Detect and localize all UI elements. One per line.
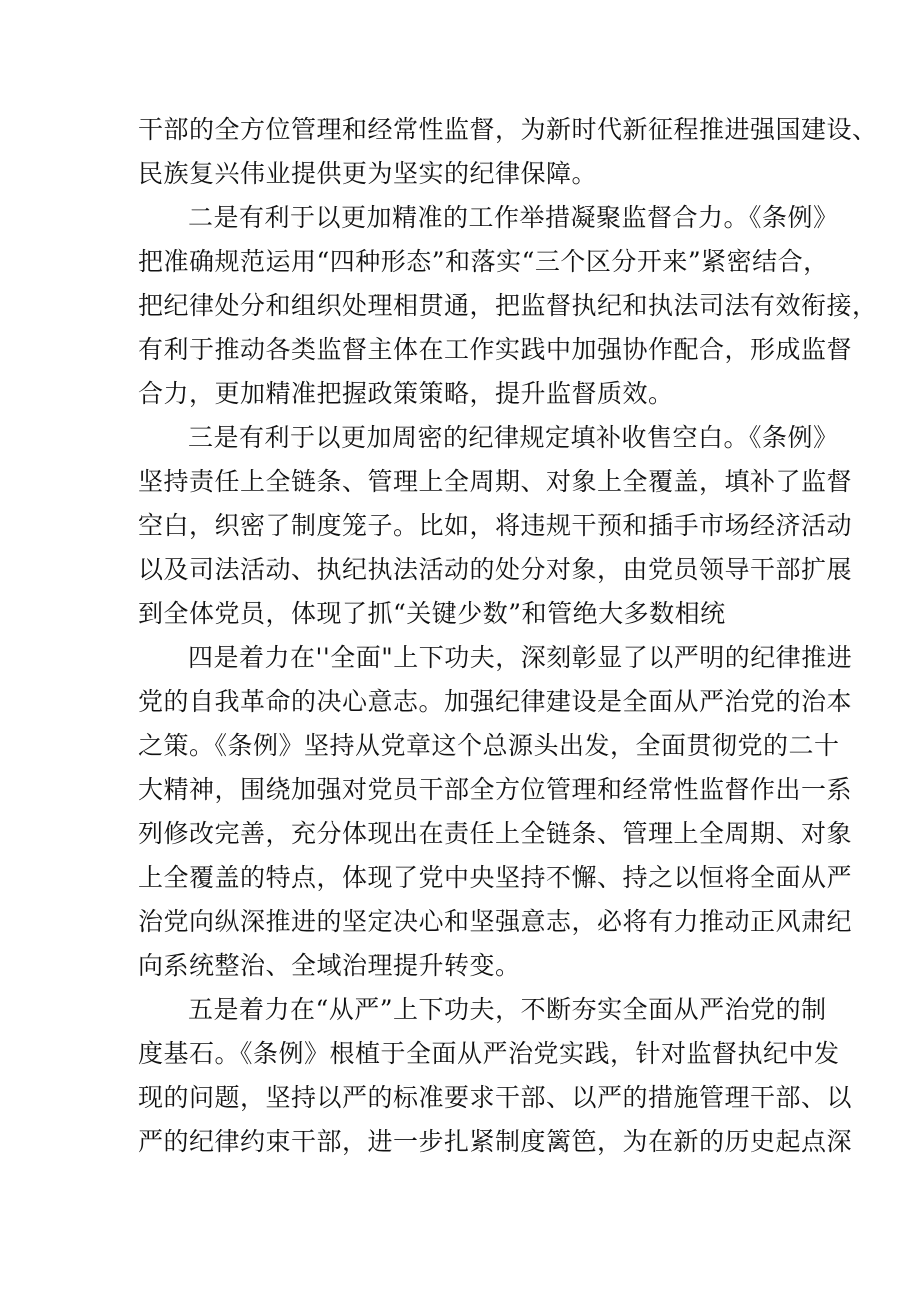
paragraph-line: 严的纪律约束干部，进一步扎紧制度篱笆，为在新的历史起点深 bbox=[138, 1127, 853, 1156]
paragraph-line: 把准确规范运用“四种形态”和落实“三个区分开来”紧密结合， bbox=[138, 247, 829, 276]
paragraph-line: 大精神，围绕加强对党员干部全方位管理和经常性监督作出一系 bbox=[138, 775, 853, 804]
paragraph-line: 之策。《条例》坚持从党章这个总源头出发，全面贯彻党的二十 bbox=[138, 731, 840, 760]
paragraph-line: 四是着力在''全面"上下功夫，深刻彰显了以严明的纪律推进 bbox=[188, 643, 853, 672]
paragraph-line: 列修改完善，充分体现出在责任上全链条、管理上全周期、对象 bbox=[138, 819, 853, 848]
paragraph-line: 有利于推动各类监督主体在工作实践中加强协作配合，形成监督 bbox=[138, 335, 853, 364]
paragraph-line: 合力，更加精准把握政策策略，提升监督质效。 bbox=[138, 379, 674, 408]
paragraph-line: 空白，织密了制度笼子。比如，将违规干预和插手市场经济活动 bbox=[138, 511, 853, 540]
paragraph-line: 干部的全方位管理和经常性监督，为新时代新征程推进强国建设、 bbox=[138, 115, 878, 144]
paragraph-line: 到全体党员，体现了抓“关键少数”和管绝大多数相统 bbox=[138, 599, 726, 628]
paragraph-line: 治党向纵深推进的坚定决心和坚强意志，必将有力推动正风肃纪 bbox=[138, 907, 853, 936]
paragraph-line: 度基石。《条例》根植于全面从严治党实践，针对监督执纪中发 bbox=[138, 1039, 840, 1068]
paragraph-line: 党的自我革命的决心意志。加强纪律建设是全面从严治党的治本 bbox=[138, 687, 853, 716]
paragraph-line: 坚持责任上全链条、管理上全周期、对象上全覆盖，填补了监督 bbox=[138, 467, 853, 496]
paragraph-line: 民族复兴伟业提供更为坚实的纪律保障。 bbox=[138, 159, 598, 188]
paragraph-line: 上全覆盖的特点，体现了党中央坚持不懈、持之以恒将全面从严 bbox=[138, 863, 853, 892]
paragraph-line: 把纪律处分和组织处理相贯通，把监督执纪和执法司法有效衔接， bbox=[138, 291, 878, 320]
paragraph-line: 三是有利于以更加周密的纪律规定填补收售空白。《条例》 bbox=[188, 423, 839, 452]
paragraph-line: 二是有利于以更加精准的工作举措凝聚监督合力。《条例》 bbox=[188, 203, 839, 232]
paragraph-line: 五是着力在“从严”上下功夫，不断夯实全面从严治党的制 bbox=[188, 995, 827, 1024]
body-text bbox=[138, 108, 878, 1164]
paragraph-line: 向系统整治、全域治理提升转变。 bbox=[138, 951, 521, 980]
paragraph-line: 以及司法活动、执纪执法活动的处分对象，由党员领导干部扩展 bbox=[138, 555, 853, 584]
paragraph-line: 现的问题，坚持以严的标准要求干部、以严的措施管理干部、以 bbox=[138, 1083, 853, 1112]
